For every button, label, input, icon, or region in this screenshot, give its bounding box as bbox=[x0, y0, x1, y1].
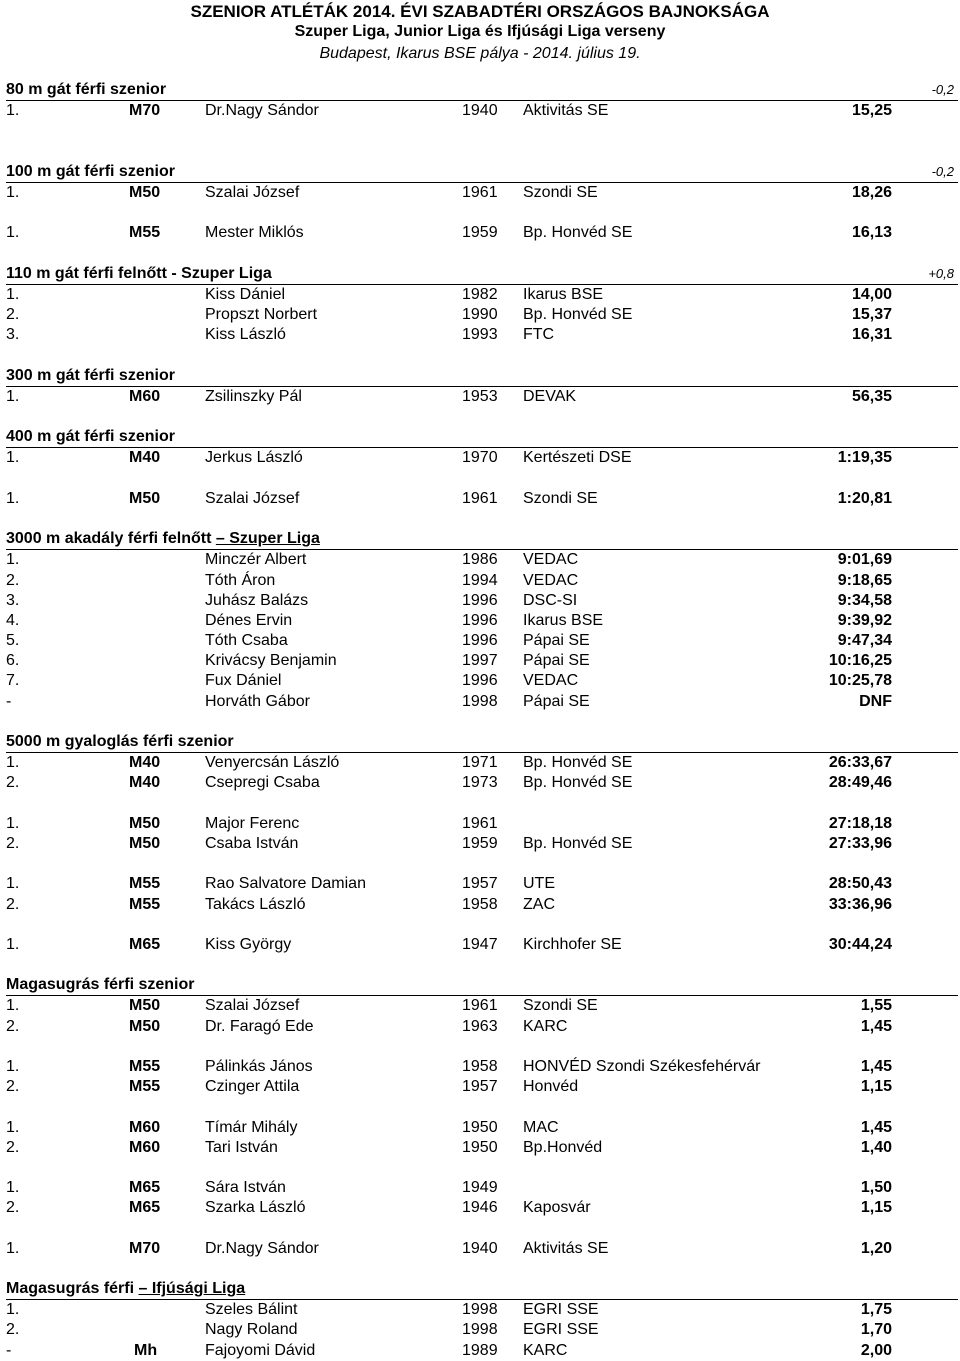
birth-year: 1957 bbox=[462, 875, 498, 893]
club-name: Pápai SE bbox=[523, 652, 590, 670]
athlete-name: Venyercsán László bbox=[205, 754, 340, 772]
age-category: M60 bbox=[129, 1138, 161, 1156]
athlete-name: Mester Miklós bbox=[205, 224, 304, 242]
result-value: 1,50 bbox=[860, 1179, 892, 1197]
placing: 2. bbox=[6, 1078, 20, 1096]
result-value: 1,75 bbox=[860, 1301, 892, 1319]
spacer-row bbox=[6, 142, 958, 162]
club-name: Szondi SE bbox=[523, 489, 598, 507]
event-title bbox=[6, 975, 958, 996]
age-category: M60 bbox=[129, 1118, 161, 1136]
placing: 2. bbox=[6, 774, 20, 792]
birth-year: 1950 bbox=[462, 1138, 498, 1156]
result-value: 1,55 bbox=[860, 997, 892, 1015]
result-row bbox=[6, 895, 958, 915]
age-category: M50 bbox=[129, 1017, 161, 1035]
athlete-name: Szalai József bbox=[205, 997, 300, 1015]
birth-year: 1950 bbox=[462, 1118, 498, 1136]
birth-year: 1940 bbox=[462, 1239, 498, 1257]
birth-year: 1971 bbox=[462, 754, 498, 772]
event-title-text: 110 m gát férfi felnőtt - Szuper Liga bbox=[6, 264, 272, 282]
result-value: 1,20 bbox=[860, 1239, 892, 1257]
result-value: 1,45 bbox=[860, 1118, 892, 1136]
result-row bbox=[6, 1198, 958, 1218]
age-category: M40 bbox=[129, 774, 161, 792]
athlete-name: Fux Dániel bbox=[205, 672, 282, 690]
birth-year: 1994 bbox=[462, 571, 498, 589]
club-name: Ikarus BSE bbox=[523, 611, 604, 629]
results-list bbox=[6, 80, 958, 1361]
result-value: 28:49,46 bbox=[828, 774, 892, 792]
birth-year: 1970 bbox=[462, 449, 498, 467]
birth-year: 1996 bbox=[462, 591, 498, 609]
result-row bbox=[6, 101, 958, 121]
event-title-text: 100 m gát férfi szenior bbox=[6, 162, 175, 180]
birth-year: 1986 bbox=[462, 551, 498, 569]
document-venue-date: Budapest, Ikarus BSE pálya - 2014. július 19. bbox=[319, 45, 641, 62]
athlete-name: Csepregi Csaba bbox=[205, 774, 320, 792]
birth-year: 1990 bbox=[462, 306, 498, 324]
result-row bbox=[6, 1178, 958, 1198]
wind-reading: -0,2 bbox=[931, 82, 954, 97]
placing: 1. bbox=[6, 1179, 20, 1197]
result-row bbox=[6, 1300, 958, 1320]
placing: - bbox=[6, 1341, 12, 1359]
result-value: 30:44,24 bbox=[828, 935, 892, 953]
age-category: M55 bbox=[129, 895, 161, 913]
club-name: Ikarus BSE bbox=[523, 285, 604, 303]
result-row bbox=[6, 814, 958, 834]
birth-year: 1996 bbox=[462, 632, 498, 650]
club-name: Aktivitás SE bbox=[523, 102, 609, 120]
result-row bbox=[6, 935, 958, 955]
athlete-name: Pálinkás János bbox=[205, 1058, 313, 1075]
age-category: M50 bbox=[129, 183, 161, 201]
athlete-name: Rao Salvatore Damian bbox=[205, 875, 366, 893]
club-name: Kertészeti DSE bbox=[523, 449, 632, 467]
age-category: M65 bbox=[129, 1179, 161, 1197]
birth-year: 1989 bbox=[462, 1341, 498, 1359]
placing: 1. bbox=[6, 1058, 20, 1075]
placing: 1. bbox=[6, 387, 20, 405]
event-title bbox=[6, 264, 958, 285]
age-category: M60 bbox=[129, 387, 161, 405]
event-title-text: Magasugrás férfi szenior bbox=[6, 976, 195, 994]
age-category: M50 bbox=[129, 834, 161, 852]
athlete-name: Tóth Áron bbox=[205, 571, 276, 589]
result-value: 28:50,43 bbox=[828, 875, 892, 893]
event-title-text: 80 m gát férfi szenior bbox=[6, 81, 167, 98]
club-name: Szondi SE bbox=[523, 183, 598, 201]
result-value: 9:01,69 bbox=[837, 551, 892, 569]
athlete-name: Szalai József bbox=[205, 183, 300, 201]
age-category: M50 bbox=[129, 997, 161, 1015]
athlete-name: Horváth Gábor bbox=[205, 692, 310, 710]
event-title bbox=[6, 162, 958, 183]
event-title bbox=[6, 80, 958, 101]
result-row bbox=[6, 1239, 958, 1259]
birth-year: 1959 bbox=[462, 224, 498, 242]
birth-year: 1998 bbox=[462, 692, 498, 710]
event-title bbox=[6, 732, 958, 753]
club-name: DEVAK bbox=[523, 387, 577, 405]
athlete-name: Szarka László bbox=[205, 1199, 306, 1217]
result-row bbox=[6, 611, 958, 631]
placing: 1. bbox=[6, 1118, 20, 1136]
result-value: 26:33,67 bbox=[828, 754, 892, 772]
athlete-name: Dr.Nagy Sándor bbox=[205, 1239, 319, 1257]
age-category: M55 bbox=[129, 224, 161, 242]
event-title-league: – Ifjúsági Liga bbox=[138, 1280, 246, 1298]
age-category: M65 bbox=[129, 935, 161, 953]
athlete-name: Czinger Attila bbox=[205, 1078, 300, 1096]
club-name: KARC bbox=[523, 1017, 568, 1035]
spacer-row bbox=[6, 955, 958, 975]
event-title-text: 400 m gát férfi szenior bbox=[6, 428, 175, 446]
result-row bbox=[6, 448, 958, 468]
result-value: 1,15 bbox=[860, 1078, 892, 1096]
age-category: M65 bbox=[129, 1199, 161, 1217]
club-name: Pápai SE bbox=[523, 632, 590, 650]
birth-year: 1953 bbox=[462, 387, 498, 405]
birth-year: 1982 bbox=[462, 285, 498, 303]
result-row bbox=[6, 550, 958, 570]
result-row bbox=[6, 753, 958, 773]
birth-year: 1961 bbox=[462, 183, 498, 201]
result-row bbox=[6, 1138, 958, 1158]
club-name: VEDAC bbox=[523, 571, 579, 589]
placing: 1. bbox=[6, 183, 20, 201]
result-value: 1,45 bbox=[860, 1017, 892, 1035]
result-row bbox=[6, 1341, 958, 1361]
club-name: FTC bbox=[523, 326, 555, 344]
wind-reading: +0,8 bbox=[928, 265, 954, 281]
athlete-name: Dr. Faragó Ede bbox=[205, 1017, 314, 1035]
placing: 1. bbox=[6, 551, 20, 569]
event-title bbox=[6, 529, 958, 550]
athlete-name: Dr.Nagy Sándor bbox=[205, 102, 319, 120]
result-row bbox=[6, 996, 958, 1016]
placing: 1. bbox=[6, 935, 20, 953]
spacer-row bbox=[6, 794, 958, 814]
athlete-name: Major Ferenc bbox=[205, 814, 300, 832]
spacer-row bbox=[6, 1097, 958, 1117]
athlete-name: Nagy Roland bbox=[205, 1321, 298, 1339]
result-value: 1,40 bbox=[860, 1138, 892, 1156]
event-title bbox=[6, 366, 958, 387]
placing: 6. bbox=[6, 652, 20, 670]
age-category: M55 bbox=[129, 875, 161, 893]
birth-year: 1996 bbox=[462, 611, 498, 629]
athlete-name: Minczér Albert bbox=[205, 551, 307, 569]
spacer-row bbox=[6, 1259, 958, 1279]
result-row bbox=[6, 183, 958, 203]
birth-year: 1961 bbox=[462, 997, 498, 1015]
birth-year: 1958 bbox=[462, 1058, 498, 1075]
spacer-row bbox=[6, 407, 958, 427]
result-row bbox=[6, 325, 958, 345]
club-name: Pápai SE bbox=[523, 692, 590, 710]
age-category: Mh bbox=[134, 1341, 158, 1359]
result-value: 18,26 bbox=[851, 183, 892, 201]
placing: 1. bbox=[6, 814, 20, 832]
athlete-name: Juhász Balázs bbox=[205, 591, 309, 609]
spacer-row bbox=[6, 712, 958, 732]
club-name: Aktivitás SE bbox=[523, 1239, 609, 1257]
event-title-text: 3000 m akadály férfi felnőtt bbox=[6, 530, 216, 548]
result-row bbox=[6, 571, 958, 591]
result-value: 1:20,81 bbox=[837, 489, 892, 507]
birth-year: 1998 bbox=[462, 1321, 498, 1339]
result-value: 27:33,96 bbox=[828, 834, 892, 852]
placing: 2. bbox=[6, 895, 20, 913]
birth-year: 1996 bbox=[462, 672, 498, 690]
club-name: MAC bbox=[523, 1118, 559, 1136]
athlete-name: Kiss László bbox=[205, 326, 286, 344]
result-row bbox=[6, 387, 958, 407]
result-row bbox=[6, 1077, 958, 1097]
club-name: UTE bbox=[523, 875, 555, 893]
placing: 3. bbox=[6, 326, 20, 344]
placing: 2. bbox=[6, 306, 20, 324]
athlete-name: Tari István bbox=[205, 1138, 278, 1156]
club-name: HONVÉD Szondi Székesfehérvár bbox=[523, 1058, 761, 1075]
result-row bbox=[6, 591, 958, 611]
result-value: 10:25,78 bbox=[828, 672, 892, 690]
athlete-name: Sára István bbox=[205, 1179, 286, 1197]
athlete-name: Takács László bbox=[205, 895, 306, 913]
age-category: M70 bbox=[129, 102, 161, 120]
club-name: VEDAC bbox=[523, 672, 579, 690]
placing: 4. bbox=[6, 611, 20, 629]
placing: 2. bbox=[6, 1017, 20, 1035]
document-subtitle: Szuper Liga, Junior Liga és Ifjúsági Liga verseny bbox=[294, 23, 666, 40]
result-value: 15,25 bbox=[851, 102, 892, 120]
result-row bbox=[6, 1118, 958, 1138]
spacer-row bbox=[6, 244, 958, 264]
placing: 2. bbox=[6, 1199, 20, 1217]
event-title-text: 300 m gát férfi szenior bbox=[6, 366, 175, 384]
placing: 2. bbox=[6, 1321, 20, 1339]
birth-year: 1958 bbox=[462, 895, 498, 913]
club-name: Bp. Honvéd SE bbox=[523, 754, 633, 772]
result-row bbox=[6, 692, 958, 712]
club-name: Bp.Honvéd bbox=[523, 1138, 603, 1156]
spacer-row bbox=[6, 469, 958, 489]
birth-year: 1963 bbox=[462, 1017, 498, 1035]
placing: 1. bbox=[6, 1239, 20, 1257]
age-category: M50 bbox=[129, 489, 161, 507]
club-name: KARC bbox=[523, 1341, 568, 1359]
age-category: M55 bbox=[129, 1078, 161, 1096]
result-row bbox=[6, 1017, 958, 1037]
placing: 2. bbox=[6, 1138, 20, 1156]
athlete-name: Tóth Csaba bbox=[205, 632, 288, 650]
result-value: 9:18,65 bbox=[837, 571, 892, 589]
event-title bbox=[6, 1279, 958, 1300]
event-title-text: Magasugrás férfi bbox=[6, 1280, 139, 1298]
club-name: ZAC bbox=[523, 895, 555, 913]
club-name: Szondi SE bbox=[523, 997, 598, 1015]
placing: 1. bbox=[6, 754, 20, 772]
birth-year: 1961 bbox=[462, 814, 498, 832]
placing: 1. bbox=[6, 224, 20, 242]
club-name: Bp. Honvéd SE bbox=[523, 306, 633, 324]
placing: 2. bbox=[6, 571, 20, 589]
club-name: Kaposvár bbox=[523, 1199, 591, 1217]
spacer-row bbox=[6, 509, 958, 529]
age-category: M55 bbox=[129, 1058, 161, 1075]
placing: 1. bbox=[6, 489, 20, 507]
club-name: Kirchhofer SE bbox=[523, 935, 622, 953]
result-row bbox=[6, 631, 958, 651]
club-name: EGRI SSE bbox=[523, 1321, 599, 1339]
spacer-row bbox=[6, 854, 958, 874]
result-value: 1,45 bbox=[860, 1058, 892, 1075]
wind-reading: -0,2 bbox=[931, 163, 954, 179]
result-value: 27:18,18 bbox=[828, 814, 892, 832]
athlete-name: Szeles Bálint bbox=[205, 1301, 298, 1319]
birth-year: 1993 bbox=[462, 326, 498, 344]
result-value: 16,31 bbox=[851, 326, 892, 344]
result-value: 15,37 bbox=[851, 306, 892, 324]
birth-year: 1949 bbox=[462, 1179, 498, 1197]
club-name: Bp. Honvéd SE bbox=[523, 224, 633, 242]
result-value: 1,15 bbox=[860, 1199, 892, 1217]
placing: 1. bbox=[6, 285, 20, 303]
spacer-row bbox=[6, 1219, 958, 1239]
result-value: 9:34,58 bbox=[837, 591, 892, 609]
birth-year: 1973 bbox=[462, 774, 498, 792]
spacer-row bbox=[6, 1158, 958, 1178]
placing: 1. bbox=[6, 1301, 20, 1319]
result-row bbox=[6, 773, 958, 793]
club-name: Bp. Honvéd SE bbox=[523, 774, 633, 792]
event-title bbox=[6, 427, 958, 448]
result-row bbox=[6, 651, 958, 671]
athlete-name: Szalai József bbox=[205, 489, 300, 507]
result-row bbox=[6, 1057, 958, 1077]
placing: 1. bbox=[6, 875, 20, 893]
club-name: DSC-SI bbox=[523, 591, 578, 609]
spacer-row bbox=[6, 121, 958, 141]
result-value: 14,00 bbox=[851, 285, 892, 303]
placing: 1. bbox=[6, 449, 20, 467]
placing: 7. bbox=[6, 672, 20, 690]
result-row bbox=[6, 489, 958, 509]
birth-year: 1959 bbox=[462, 834, 498, 852]
athlete-name: Krivácsy Benjamin bbox=[205, 652, 337, 670]
age-category: M40 bbox=[129, 449, 161, 467]
result-row bbox=[6, 671, 958, 691]
result-value: 2,00 bbox=[860, 1341, 892, 1359]
athlete-name: Propszt Norbert bbox=[205, 306, 318, 324]
result-row bbox=[6, 223, 958, 243]
result-row bbox=[6, 305, 958, 325]
spacer-row bbox=[6, 915, 958, 935]
birth-year: 1998 bbox=[462, 1301, 498, 1319]
result-row bbox=[6, 1320, 958, 1340]
result-row bbox=[6, 834, 958, 854]
result-value: 9:47,34 bbox=[837, 632, 892, 650]
club-name: Bp. Honvéd SE bbox=[523, 834, 633, 852]
result-row bbox=[6, 285, 958, 305]
birth-year: 1961 bbox=[462, 489, 498, 507]
result-value: 9:39,92 bbox=[837, 611, 892, 629]
athlete-name: Jerkus László bbox=[205, 449, 303, 467]
club-name: Honvéd bbox=[523, 1078, 579, 1096]
result-value: 1,70 bbox=[860, 1321, 892, 1339]
result-value: 56,35 bbox=[851, 387, 892, 405]
document-title: SZENIOR ATLÉTÁK 2014. ÉVI SZABADTÉRI ORSZÁGOS BAJNOKSÁGA bbox=[190, 2, 770, 21]
result-value: 10:16,25 bbox=[828, 652, 892, 670]
birth-year: 1940 bbox=[462, 102, 498, 120]
birth-year: 1947 bbox=[462, 935, 498, 953]
placing: 5. bbox=[6, 632, 20, 650]
spacer-row bbox=[6, 203, 958, 223]
result-value: 16,13 bbox=[851, 224, 892, 242]
age-category: M50 bbox=[129, 814, 161, 832]
placing: 1. bbox=[6, 102, 20, 120]
result-value: 33:36,96 bbox=[828, 895, 892, 913]
event-title-league: – Szuper Liga bbox=[215, 530, 320, 548]
result-value: DNF bbox=[859, 692, 892, 710]
spacer-row bbox=[6, 1037, 958, 1057]
spacer-row bbox=[6, 345, 958, 365]
birth-year: 1997 bbox=[462, 652, 498, 670]
club-name: VEDAC bbox=[523, 551, 579, 569]
athlete-name: Csaba István bbox=[205, 834, 299, 852]
birth-year: 1946 bbox=[462, 1199, 498, 1217]
event-title-text: 5000 m gyaloglás férfi szenior bbox=[6, 733, 234, 750]
age-category: M70 bbox=[129, 1239, 161, 1257]
athlete-name: Dénes Ervin bbox=[205, 611, 293, 629]
athlete-name: Fajoyomi Dávid bbox=[205, 1341, 316, 1359]
result-value: 1:19,35 bbox=[837, 449, 892, 467]
result-row bbox=[6, 874, 958, 894]
placing: 1. bbox=[6, 997, 20, 1015]
placing: 3. bbox=[6, 591, 20, 609]
birth-year: 1957 bbox=[462, 1078, 498, 1096]
placing: - bbox=[6, 692, 12, 710]
athlete-name: Kiss György bbox=[205, 935, 292, 953]
athlete-name: Zsilinszky Pál bbox=[205, 387, 302, 405]
club-name: EGRI SSE bbox=[523, 1301, 599, 1319]
age-category: M40 bbox=[129, 754, 161, 772]
athlete-name: Tímár Mihály bbox=[205, 1118, 298, 1136]
athlete-name: Kiss Dániel bbox=[205, 285, 286, 303]
placing: 2. bbox=[6, 834, 20, 852]
